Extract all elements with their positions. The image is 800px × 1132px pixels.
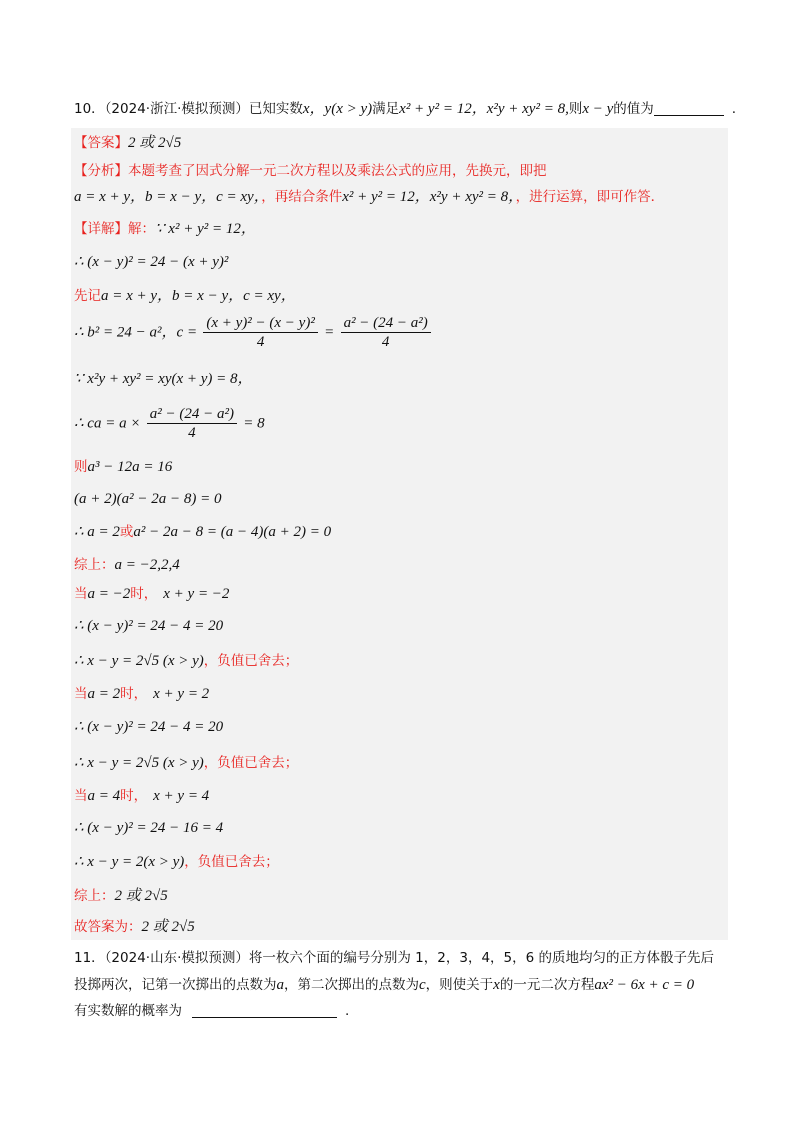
detail-line-1: 【详解】解：∵ x² + y² = 12， <box>74 221 256 237</box>
question-11-line-1: 11．（2024·山东·模拟预测）将一枚六个面的编号分别为 1，2，3，4，5，6 的质地均匀的正方体骰子先后 <box>74 950 715 966</box>
case-1-line-1: 当a = −2时， x + y = −2 <box>74 586 230 602</box>
question-11-line-3: 有实数解的概率为 . <box>74 1003 350 1019</box>
summary-line: 综上：2 或 2√5 <box>74 888 168 904</box>
case-2-line-2: ∴ (x − y)² = 24 − 4 = 20 <box>74 719 224 735</box>
question-10-stem: 10．（2024·浙江·模拟预测）已知实数x，y(x > y)满足x² + y² = 12，x²y + xy² = 8,则x − y的值为 . <box>74 101 737 117</box>
detail-line-3: 先记a = x + y，b = x − y，c = xy， <box>74 288 296 304</box>
case-2-line-1: 当a = 2时， x + y = 2 <box>74 686 210 702</box>
detail-line-2: ∴ (x − y)² = 24 − (x + y)² <box>74 254 229 270</box>
analysis-line-1: 【分析】本题考查了因式分解一元二次方程以及乘法公式的应用，先换元，即把 <box>74 163 547 179</box>
case-3-line-2: ∴ (x − y)² = 24 − 16 = 4 <box>74 820 224 836</box>
answer-label: 【答案】 <box>74 135 128 151</box>
answer-value: 2 或 2√5 <box>128 135 182 151</box>
fraction: $\frac{\text{a² − (24 − a²)}}{4}$ <box>341 314 431 351</box>
case-3-line-3: ∴ x − y = 2(x > y)，负值已舍去； <box>74 854 279 870</box>
fraction: $\frac{\text{a² − (24 − a²)}}{4}$ <box>147 405 237 442</box>
answer-blank[interactable] <box>654 101 724 116</box>
case-1-line-2: ∴ (x − y)² = 24 − 4 = 20 <box>74 618 224 634</box>
question-source: （2024·山东·模拟预测） <box>104 950 249 966</box>
fraction: $\frac{\text{(x + y)² − (x − y)²}}{4}$ <box>203 314 317 351</box>
case-1-line-3: ∴ x − y = 2√5 (x > y)，负值已舍去； <box>74 653 299 669</box>
question-11-line-2: 投掷两次，记第一次掷出的点数为a，第二次掷出的点数为c，则使关于x的一元二次方程ax² − 6x + c = 0 <box>74 977 695 993</box>
final-answer-line: 故答案为：2 或 2√5 <box>74 919 195 935</box>
answer-line <box>74 133 181 153</box>
detail-line-5: ∵ x²y + xy² = xy(x + y) = 8， <box>74 371 253 387</box>
question-number: 11． <box>74 950 105 966</box>
answer-blank[interactable] <box>192 1003 337 1018</box>
detail-label: 【详解】解： <box>74 221 155 237</box>
detail-line-10: 综上：a = −2,2,4 <box>74 557 180 573</box>
case-3-line-1: 当a = 4时， x + y = 4 <box>74 788 210 804</box>
detail-line-4: ∴ b² = 24 − a²，c = $\frac{\text{(x + y)² − (x − y)²}}{4}$ = $\frac{\text{a² − (24 − a²)}}{4}$ <box>74 314 433 351</box>
detail-line-8: (a + 2)(a² − 2a − 8) = 0 <box>74 491 222 507</box>
question-source: （2024·浙江·模拟预测） <box>104 101 249 117</box>
detail-line-7: 则a³ − 12a = 16 <box>74 459 173 475</box>
detail-line-9: ∴ a = 2或a² − 2a − 8 = (a − 4)(a + 2) = 0 <box>74 524 332 540</box>
question-number: 10． <box>74 101 105 117</box>
detail-line-6: ∴ ca = a × $\frac{\text{a² − (24 − a²)}}{4}$ = 8 <box>74 406 265 441</box>
case-2-line-3: ∴ x − y = 2√5 (x > y)，负值已舍去； <box>74 755 299 771</box>
analysis-line-2: a = x + y，b = x − y，c = xy，，再结合条件x² + y² = 12，x²y + xy² = 8，，进行运算，即可作答． <box>74 189 665 205</box>
